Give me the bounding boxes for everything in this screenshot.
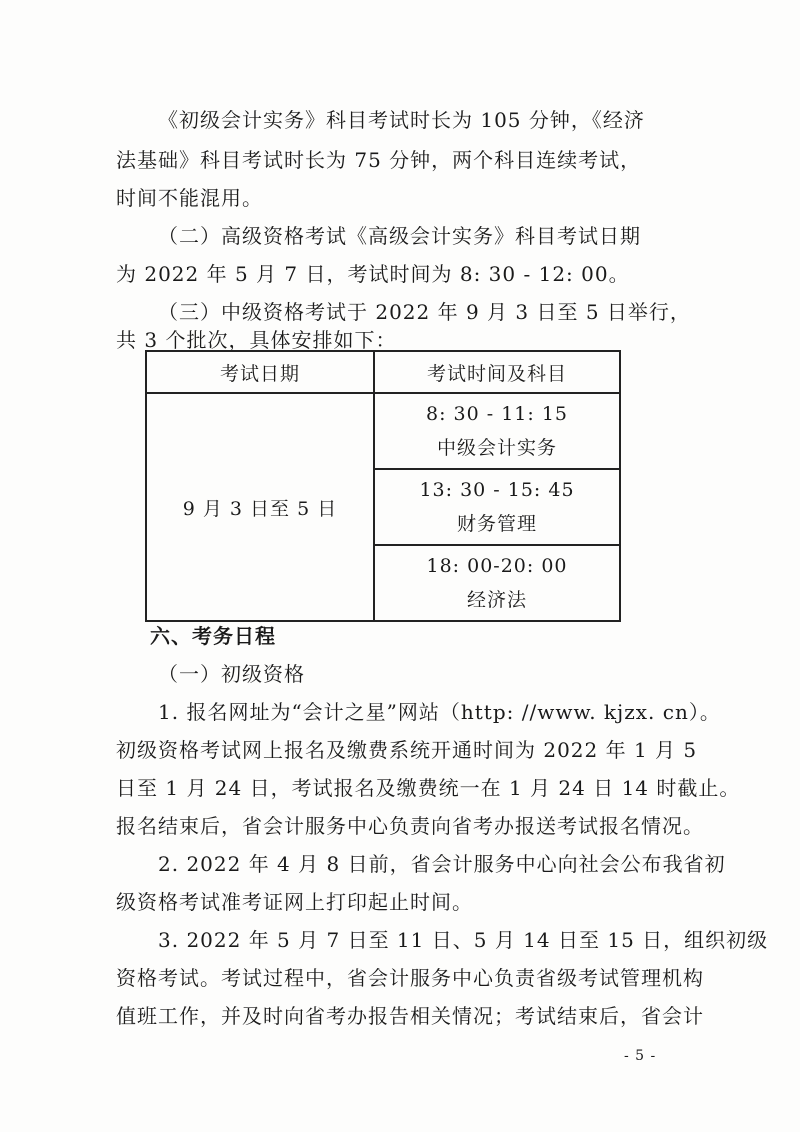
paragraph-line: 为 2022 年 5 月 7 日，考试时间为 8: 30 - 12: 00。: [116, 262, 630, 286]
paragraph-line: 资格考试。考试过程中，省会计服务中心负责省级考试管理机构: [116, 966, 704, 990]
exam-slot-time: 18: 00-20: 00: [426, 555, 568, 577]
paragraph-line: 共 3 个批次，具体安排如下：: [116, 328, 397, 352]
paragraph-line: （三）中级资格考试于 2022 年 9 月 3 日至 5 日举行，: [158, 300, 691, 324]
table-header-time-subject: 考试时间及科目: [374, 351, 620, 393]
exam-slot-subject: 中级会计实务: [436, 437, 557, 459]
paragraph-line: 级资格考试准考证网上打印起止时间。: [116, 890, 473, 914]
exam-slot-cell: [374, 545, 620, 621]
paragraph-line: 3. 2022 年 5 月 7 日至 11 日、5 月 14 日至 15 日，组织初级: [158, 928, 769, 952]
exam-schedule-table: [145, 350, 621, 622]
exam-slot-time: 8: 30 - 11: 15: [426, 403, 568, 425]
paragraph-line: 1. 报名网址为“会计之星”网站（http: //www. kjzx. cn）。: [158, 700, 721, 724]
paragraph-line: 日至 1 月 24 日，考试报名及缴费统一在 1 月 24 日 14 时截止。: [116, 776, 741, 800]
paragraph-line: （二）高级资格考试《高级会计实务》科目考试日期: [158, 224, 641, 248]
exam-slot-subject: 财务管理: [456, 513, 537, 535]
exam-slot-time: 13: 30 - 15: 45: [419, 479, 575, 501]
exam-slot-subject: 经济法: [466, 589, 527, 611]
page-number: - 5 -: [624, 1048, 657, 1064]
section-subheading: （一）初级资格: [158, 662, 305, 686]
exam-slot-cell: [374, 393, 620, 469]
paragraph-line: 报名结束后，省会计服务中心负责向省考办报送考试报名情况。: [116, 814, 704, 838]
table-row: [146, 393, 620, 469]
paragraph-line: 值班工作，并及时向省考办报告相关情况；考试结束后，省会计: [116, 1004, 704, 1028]
paragraph-line: 《初级会计实务》科目考试时长为 105 分钟，《经济: [158, 108, 645, 132]
section-heading: 六、考务日程: [150, 624, 276, 648]
paragraph-line: 时间不能混用。: [116, 186, 263, 210]
table-header-date: 考试日期: [146, 351, 374, 393]
table-header-row: [146, 351, 620, 393]
exam-slot-cell: [374, 469, 620, 545]
paragraph-line: 2. 2022 年 4 月 8 日前，省会计服务中心向社会公布我省初: [158, 852, 726, 876]
paragraph-line: 法基础》科目考试时长为 75 分钟，两个科目连续考试，: [116, 148, 642, 172]
paragraph-line: 初级资格考试网上报名及缴费系统开通时间为 2022 年 1 月 5: [116, 738, 698, 762]
exam-date-cell: 9 月 3 日至 5 日: [146, 393, 374, 621]
